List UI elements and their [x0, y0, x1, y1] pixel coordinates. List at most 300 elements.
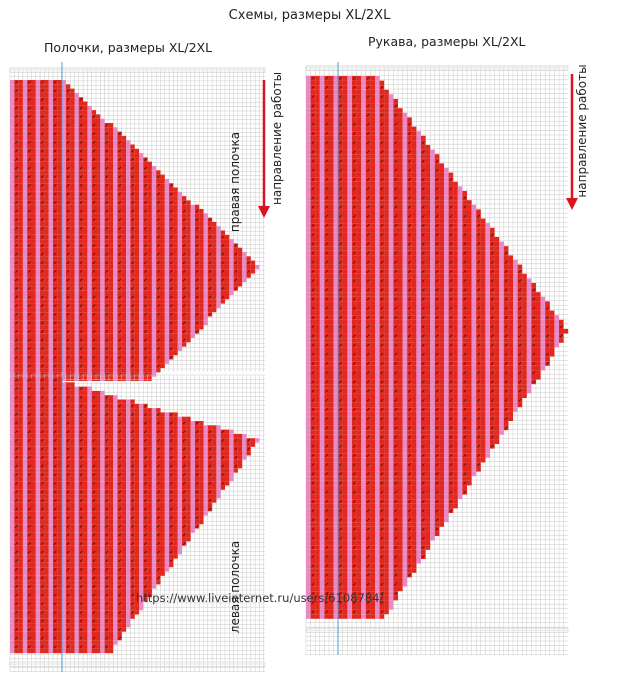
stitch-cell: [27, 434, 31, 438]
stitch-cell: [204, 447, 208, 451]
stitch-cell: [165, 256, 169, 260]
stitch-cell: [208, 460, 212, 464]
stitch-cell: [135, 355, 139, 359]
stitch-cell: [83, 481, 87, 485]
stitch-cell: [152, 226, 156, 230]
stitch-cell: [135, 308, 139, 312]
stitch-cell: [23, 243, 27, 247]
stitch-cell: [66, 417, 70, 421]
stitch-cell: [70, 243, 74, 247]
stitch-cell: [122, 537, 126, 541]
stitch-cell: [126, 364, 130, 368]
stitch-cell: [23, 559, 27, 563]
stitch-cell: [122, 347, 126, 351]
stitch-cell: [96, 572, 100, 576]
stitch-cell: [19, 550, 23, 554]
stitch-cell: [109, 443, 113, 447]
stitch-cell: [165, 317, 169, 321]
stitch-cell: [87, 400, 91, 404]
stitch-cell: [216, 490, 220, 494]
stitch-cell: [57, 580, 61, 584]
stitch-cell: [143, 537, 147, 541]
stitch-cell: [109, 132, 113, 136]
stitch-cell: [100, 477, 104, 481]
stitch-cell: [118, 153, 122, 157]
stitch-cell: [14, 136, 18, 140]
stitch-cell: [109, 222, 113, 226]
stitch-cell: [36, 438, 40, 442]
stitch-cell: [10, 140, 14, 144]
stitch-cell: [100, 136, 104, 140]
stitch-cell: [191, 321, 195, 325]
stitch-cell: [19, 455, 23, 459]
stitch-cell: [186, 494, 190, 498]
stitch-cell: [126, 157, 130, 161]
stitch-cell: [75, 516, 79, 520]
stitch-cell: [135, 286, 139, 290]
stitch-cell: [100, 183, 104, 187]
stitch-cell: [32, 572, 36, 576]
stitch-cell: [19, 325, 23, 329]
stitch-cell: [83, 498, 87, 502]
stitch-cell: [57, 572, 61, 576]
stitch-cell: [126, 338, 130, 342]
stitch-cell: [212, 299, 216, 303]
stitch-cell: [44, 145, 48, 149]
stitch-cell: [44, 408, 48, 412]
stitch-cell: [100, 205, 104, 209]
stitch-cell: [87, 425, 91, 429]
stitch-cell: [105, 546, 109, 550]
stitch-cell: [44, 84, 48, 88]
stitch-cell: [182, 239, 186, 243]
stitch-cell: [49, 507, 53, 511]
stitch-cell: [32, 325, 36, 329]
stitch-cell: [79, 231, 83, 235]
stitch-cell: [32, 157, 36, 161]
stitch-cell: [87, 106, 91, 110]
stitch-cell: [57, 438, 61, 442]
stitch-cell: [216, 252, 220, 256]
stitch-cell: [14, 417, 18, 421]
stitch-cell: [57, 486, 61, 490]
stitch-cell: [10, 468, 14, 472]
stitch-cell: [19, 218, 23, 222]
stitch-cell: [139, 368, 143, 372]
stitch-cell: [113, 460, 117, 464]
stitch-cell: [105, 511, 109, 515]
stitch-cell: [36, 408, 40, 412]
stitch-cell: [165, 559, 169, 563]
stitch-cell: [32, 205, 36, 209]
stitch-cell: [10, 127, 14, 131]
stitch-cell: [186, 256, 190, 260]
stitch-cell: [113, 183, 117, 187]
stitch-cell: [23, 511, 27, 515]
stitch-cell: [27, 153, 31, 157]
stitch-cell: [152, 516, 156, 520]
stitch-cell: [100, 364, 104, 368]
stitch-cell: [109, 468, 113, 472]
stitch-cell: [229, 286, 233, 290]
stitch-cell: [178, 286, 182, 290]
stitch-cell: [122, 231, 126, 235]
stitch-cell: [19, 166, 23, 170]
stitch-cell: [195, 213, 199, 217]
stitch-cell: [32, 175, 36, 179]
stitch-cell: [173, 430, 177, 434]
stitch-cell: [32, 430, 36, 434]
stitch-cell: [14, 425, 18, 429]
stitch-cell: [122, 584, 126, 588]
stitch-cell: [165, 546, 169, 550]
stitch-cell: [49, 136, 53, 140]
stitch-cell: [178, 421, 182, 425]
stitch-cell: [36, 425, 40, 429]
stitch-cell: [75, 464, 79, 468]
stitch-cell: [96, 377, 100, 381]
stitch-cell: [139, 537, 143, 541]
stitch-cell: [70, 192, 74, 196]
stitch-cell: [169, 213, 173, 217]
stitch-cell: [100, 179, 104, 183]
stitch-cell: [87, 494, 91, 498]
stitch-cell: [238, 256, 242, 260]
stitch-cell: [44, 317, 48, 321]
stitch-cell: [100, 524, 104, 528]
stitch-cell: [87, 342, 91, 346]
stitch-cell: [83, 218, 87, 222]
stitch-cell: [40, 231, 44, 235]
stitch-cell: [186, 425, 190, 429]
stitch-cell: [156, 274, 160, 278]
stitch-cell: [49, 192, 53, 196]
stitch-cell: [57, 355, 61, 359]
stitch-cell: [161, 231, 165, 235]
stitch-cell: [191, 490, 195, 494]
stitch-cell: [23, 434, 27, 438]
stitch-cell: [225, 455, 229, 459]
stitch-cell: [19, 516, 23, 520]
stitch-cell: [109, 170, 113, 174]
stitch-cell: [57, 179, 61, 183]
stitch-cell: [126, 256, 130, 260]
stitch-cell: [32, 231, 36, 235]
stitch-cell: [204, 213, 208, 217]
stitch-cell: [105, 127, 109, 131]
stitch-cell: [118, 408, 122, 412]
stitch-cell: [135, 364, 139, 368]
stitch-cell: [70, 460, 74, 464]
stitch-cell: [10, 580, 14, 584]
stitch-cell: [75, 213, 79, 217]
stitch-cell: [105, 477, 109, 481]
stitch-cell: [212, 434, 216, 438]
stitch-cell: [135, 261, 139, 265]
stitch-cell: [109, 149, 113, 153]
stitch-cell: [57, 559, 61, 563]
stitch-cell: [66, 597, 70, 601]
stitch-cell: [10, 464, 14, 468]
stitch-cell: [126, 317, 130, 321]
stitch-cell: [23, 572, 27, 576]
stitch-cell: [148, 286, 152, 290]
stitch-cell: [23, 295, 27, 299]
stitch-cell: [44, 533, 48, 537]
stitch-cell: [152, 282, 156, 286]
stitch-cell: [36, 153, 40, 157]
stitch-cell: [32, 132, 36, 136]
stitch-cell: [161, 430, 165, 434]
stitch-cell: [173, 188, 177, 192]
stitch-cell: [32, 192, 36, 196]
stitch-cell: [27, 546, 31, 550]
stitch-cell: [96, 464, 100, 468]
stitch-cell: [122, 486, 126, 490]
stitch-cell: [66, 282, 70, 286]
stitch-cell: [23, 136, 27, 140]
stitch-cell: [204, 308, 208, 312]
stitch-cell: [109, 342, 113, 346]
stitch-cell: [57, 218, 61, 222]
stitch-cell: [143, 188, 147, 192]
stitch-cell: [100, 486, 104, 490]
stitch-cell: [32, 209, 36, 213]
stitch-cell: [32, 593, 36, 597]
stitch-cell: [178, 503, 182, 507]
stitch-cell: [118, 537, 122, 541]
stitch-cell: [165, 412, 169, 416]
stitch-cell: [130, 408, 134, 412]
stitch-cell: [49, 347, 53, 351]
stitch-cell: [53, 400, 57, 404]
stitch-cell: [195, 265, 199, 269]
stitch-cell: [130, 400, 134, 404]
stitch-cell: [130, 425, 134, 429]
stitch-cell: [113, 589, 117, 593]
stitch-cell: [109, 541, 113, 545]
stitch-cell: [161, 183, 165, 187]
stitch-cell: [96, 119, 100, 123]
stitch-cell: [148, 170, 152, 174]
stitch-cell: [126, 291, 130, 295]
stitch-cell: [87, 175, 91, 179]
stitch-cell: [204, 317, 208, 321]
stitch-cell: [96, 360, 100, 364]
stitch-cell: [216, 256, 220, 260]
stitch-cell: [14, 520, 18, 524]
stitch-cell: [44, 213, 48, 217]
stitch-cell: [135, 468, 139, 472]
stitch-cell: [23, 425, 27, 429]
stitch-cell: [70, 576, 74, 580]
stitch-cell: [130, 248, 134, 252]
stitch-cell: [19, 387, 23, 391]
stitch-cell: [173, 342, 177, 346]
stitch-cell: [36, 123, 40, 127]
stitch-cell: [105, 537, 109, 541]
stitch-cell: [83, 404, 87, 408]
stitch-cell: [113, 132, 117, 136]
stitch-cell: [49, 368, 53, 372]
stitch-cell: [113, 256, 117, 260]
stitch-cell: [191, 317, 195, 321]
stitch-cell: [27, 231, 31, 235]
stitch-cell: [247, 274, 251, 278]
stitch-cell: [161, 269, 165, 273]
stitch-cell: [139, 516, 143, 520]
stitch-cell: [113, 377, 117, 381]
stitch-cell: [165, 503, 169, 507]
stitch-cell: [66, 377, 70, 381]
stitch-cell: [83, 434, 87, 438]
stitch-cell: [109, 447, 113, 451]
stitch-cell: [36, 175, 40, 179]
stitch-cell: [79, 417, 83, 421]
stitch-cell: [32, 334, 36, 338]
stitch-cell: [19, 179, 23, 183]
stitch-cell: [79, 274, 83, 278]
stitch-cell: [57, 243, 61, 247]
stitch-cell: [225, 473, 229, 477]
stitch-cell: [139, 196, 143, 200]
stitch-cell: [148, 550, 152, 554]
stitch-cell: [23, 567, 27, 571]
stitch-cell: [195, 451, 199, 455]
stitch-cell: [247, 265, 251, 269]
stitch-cell: [36, 372, 40, 376]
stitch-cell: [161, 351, 165, 355]
stitch-cell: [204, 239, 208, 243]
stitch-cell: [216, 235, 220, 239]
stitch-cell: [27, 170, 31, 174]
stitch-cell: [130, 597, 134, 601]
stitch-cell: [216, 261, 220, 265]
stitch-cell: [238, 282, 242, 286]
stitch-cell: [44, 256, 48, 260]
stitch-cell: [75, 490, 79, 494]
stitch-cell: [113, 533, 117, 537]
stitch-cell: [92, 368, 96, 372]
stitch-cell: [87, 119, 91, 123]
stitch-cell: [19, 438, 23, 442]
stitch-cell: [118, 222, 122, 226]
stitch-cell: [23, 325, 27, 329]
stitch-cell: [169, 503, 173, 507]
stitch-cell: [10, 93, 14, 97]
stitch-cell: [36, 589, 40, 593]
stitch-cell: [23, 443, 27, 447]
stitch-cell: [212, 304, 216, 308]
stitch-cell: [148, 364, 152, 368]
stitch-cell: [109, 192, 113, 196]
stitch-cell: [23, 170, 27, 174]
stitch-cell: [135, 430, 139, 434]
stitch-cell: [49, 123, 53, 127]
stitch-cell: [19, 317, 23, 321]
stitch-cell: [32, 550, 36, 554]
stitch-cell: [70, 541, 74, 545]
stitch-cell: [53, 317, 57, 321]
stitch-cell: [32, 338, 36, 342]
stitch-cell: [66, 434, 70, 438]
stitch-cell: [36, 329, 40, 333]
stitch-cell: [143, 162, 147, 166]
stitch-cell: [36, 265, 40, 269]
stitch-cell: [161, 200, 165, 204]
stitch-cell: [10, 520, 14, 524]
stitch-cell: [113, 269, 117, 273]
stitch-cell: [100, 554, 104, 558]
stitch-cell: [49, 132, 53, 136]
stitch-cell: [57, 364, 61, 368]
stitch-cell: [44, 132, 48, 136]
stitch-cell: [186, 524, 190, 528]
stitch-cell: [178, 235, 182, 239]
stitch-cell: [195, 325, 199, 329]
stitch-cell: [32, 546, 36, 550]
stitch-cell: [178, 443, 182, 447]
stitch-cell: [32, 404, 36, 408]
stitch-cell: [40, 572, 44, 576]
stitch-cell: [10, 252, 14, 256]
stitch-cell: [173, 507, 177, 511]
stitch-cell: [70, 351, 74, 355]
stitch-cell: [139, 438, 143, 442]
stitch-cell: [44, 567, 48, 571]
stitch-cell: [139, 278, 143, 282]
stitch-cell: [156, 537, 160, 541]
stitch-cell: [122, 140, 126, 144]
stitch-cell: [70, 559, 74, 563]
stitch-cell: [143, 282, 147, 286]
stitch-cell: [100, 520, 104, 524]
stitch-cell: [135, 222, 139, 226]
stitch-cell: [14, 511, 18, 515]
stitch-cell: [204, 455, 208, 459]
stitch-cell: [234, 434, 238, 438]
stitch-cell: [113, 550, 117, 554]
stitch-cell: [199, 248, 203, 252]
stitch-cell: [49, 157, 53, 161]
stitch-cell: [191, 425, 195, 429]
stitch-cell: [225, 256, 229, 260]
stitch-cell: [96, 533, 100, 537]
stitch-cell: [53, 291, 57, 295]
stitch-cell: [66, 342, 70, 346]
stitch-cell: [10, 546, 14, 550]
stitch-cell: [19, 334, 23, 338]
stitch-cell: [169, 460, 173, 464]
stitch-cell: [122, 175, 126, 179]
stitch-cell: [57, 192, 61, 196]
stitch-cell: [139, 334, 143, 338]
stitch-cell: [53, 425, 57, 429]
stitch-cell: [100, 265, 104, 269]
stitch-cell: [87, 455, 91, 459]
stitch-cell: [173, 460, 177, 464]
stitch-cell: [126, 372, 130, 376]
stitch-cell: [57, 460, 61, 464]
stitch-cell: [199, 473, 203, 477]
stitch-cell: [57, 145, 61, 149]
stitch-cell: [14, 110, 18, 114]
stitch-cell: [204, 468, 208, 472]
stitch-cell: [148, 209, 152, 213]
stitch-cell: [199, 286, 203, 290]
stitch-cell: [87, 256, 91, 260]
stitch-cell: [186, 421, 190, 425]
